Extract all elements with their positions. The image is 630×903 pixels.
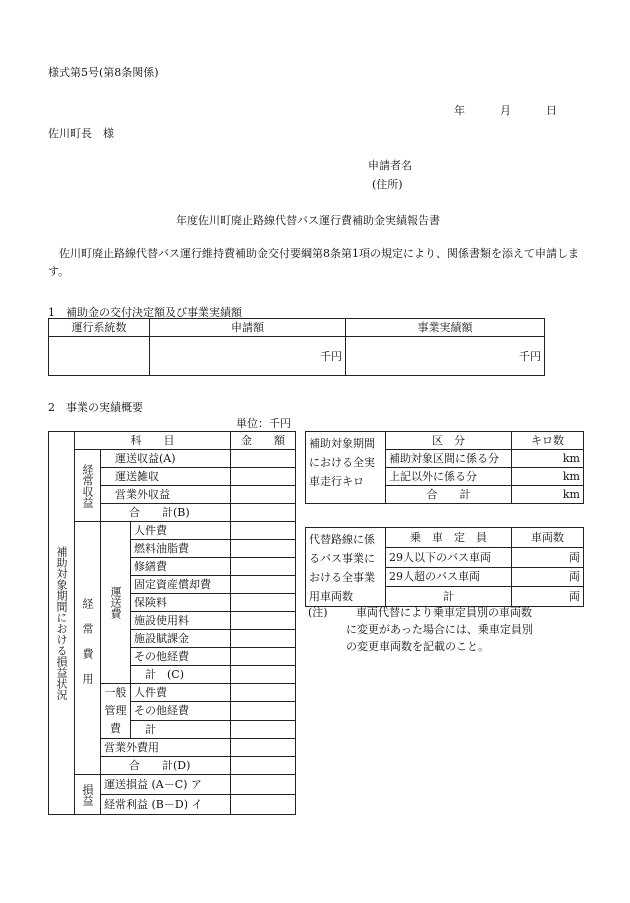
col-count: 車両数 — [512, 528, 584, 548]
distance-row: 補助対象区間に係る分 — [386, 450, 512, 468]
col-route-count: 運行系統数 — [49, 319, 150, 337]
transport-item: 施設賦課金 — [131, 630, 231, 648]
revenue-total: 合 計(B) — [101, 504, 231, 522]
amount-cell — [231, 504, 296, 522]
distance-label: 補助対象期間における全実車走行キロ — [306, 432, 386, 504]
amount-cell — [231, 540, 296, 558]
addressee: 佐川町長 様 — [48, 127, 114, 140]
date-line — [454, 102, 557, 118]
amount-cell — [231, 684, 296, 702]
profit-item: 経常利益 (B－D) イ — [101, 795, 231, 815]
body-paragraph: 佐川町廃止路線代替バス運行維持費補助金交付要綱第8条第1項の規定により、関係書類を添えて申請します。 — [48, 247, 579, 278]
km-unit: km — [512, 468, 584, 486]
general-item: その他経費 — [131, 702, 231, 720]
amount-cell — [231, 775, 296, 795]
transport-total: 計 (C) — [131, 666, 231, 684]
vehicle-unit: 両 — [512, 547, 584, 567]
profit-item: 運送損益 (A－C) ア — [101, 775, 231, 795]
transport-item: 施設使用料 — [131, 612, 231, 630]
amount-cell — [231, 702, 296, 720]
revenue-item: 運送雑収 — [101, 468, 231, 486]
general-admin-label: 一般管理費 — [101, 684, 131, 739]
section2-heading: 2 事業の実績概要 — [48, 401, 143, 414]
amount-cell — [231, 450, 296, 468]
date-day: 日 — [546, 104, 557, 117]
amount-cell — [231, 486, 296, 504]
col-amount: 金 額 — [231, 432, 296, 450]
km-unit: km — [512, 486, 584, 504]
amount-cell — [231, 630, 296, 648]
amount-cell — [231, 558, 296, 576]
vehicle-unit: 両 — [512, 567, 584, 587]
km-unit: km — [512, 450, 584, 468]
amount-cell — [231, 468, 296, 486]
pl-side-label: 補助対象期間における損益状況 — [49, 432, 75, 815]
vehicles-label: 代替路線に係るバス事業における全事業用車両数 — [306, 528, 386, 607]
amount-cell — [231, 666, 296, 684]
document-title: 年度佐川町廃止路線代替バス運行費補助金実績報告書 — [176, 214, 440, 227]
vehicle-row: 29人以下のバス車両 — [386, 547, 512, 567]
applicant-name-label: 申請者名 — [368, 159, 412, 172]
applicant-address-label: (住所) — [372, 178, 403, 191]
expense-total: 合 計(D) — [101, 757, 231, 775]
distance-total: 合 計 — [386, 486, 512, 504]
transport-label: 運送費 — [101, 522, 131, 684]
vehicles-table — [305, 527, 584, 607]
revenue-item: 運送収益(A) — [101, 450, 231, 468]
profit-label: 損益 — [75, 775, 101, 815]
route-count-value — [49, 337, 150, 376]
note-text: 車両代替により乗車定員別の車両数に変更があった場合には、乗車定員別の変更車両数を記載のこと。 — [346, 606, 533, 653]
transport-item: 保険料 — [131, 594, 231, 612]
vehicle-unit: 両 — [512, 587, 584, 607]
expense-label: 経常費用 — [75, 522, 101, 775]
amount-cell — [231, 648, 296, 666]
date-month: 月 — [500, 104, 511, 117]
vehicle-total: 計 — [386, 587, 512, 607]
col-type: 区 分 — [386, 432, 512, 450]
amount-cell — [231, 612, 296, 630]
nonoperating-expense: 営業外費用 — [101, 739, 231, 757]
transport-item: 人件費 — [131, 522, 231, 540]
grant-amount-table — [48, 318, 545, 376]
transport-item: 修繕費 — [131, 558, 231, 576]
revenue-item: 営業外収益 — [101, 486, 231, 504]
vehicle-row: 29人超のバス車両 — [386, 567, 512, 587]
note-mark: (注) — [308, 606, 328, 619]
col-capacity: 乗 車 定 員 — [386, 528, 512, 548]
date-year: 年 — [454, 104, 465, 117]
actual-amount-unit: 千円 — [346, 337, 545, 376]
general-item: 人件費 — [131, 684, 231, 702]
transport-item: その他経費 — [131, 648, 231, 666]
amount-cell — [231, 576, 296, 594]
form-number: 様式第5号(第8条関係) — [48, 66, 159, 79]
distance-table — [305, 431, 584, 504]
unit-label: 単位：千円 — [236, 417, 291, 430]
revenue-label: 経常収益 — [75, 450, 101, 522]
amount-cell — [231, 739, 296, 757]
distance-row: 上記以外に係る分 — [386, 468, 512, 486]
col-actual-amount: 事業実績額 — [346, 319, 545, 337]
applied-amount-unit: 千円 — [150, 337, 346, 376]
col-km: キロ数 — [512, 432, 584, 450]
col-applied-amount: 申請額 — [150, 319, 346, 337]
col-item: 科 目 — [75, 432, 231, 450]
amount-cell — [231, 522, 296, 540]
transport-item: 燃料油脂費 — [131, 540, 231, 558]
amount-cell — [231, 594, 296, 612]
amount-cell — [231, 795, 296, 815]
amount-cell — [231, 720, 296, 738]
amount-cell — [231, 757, 296, 775]
section1-heading: 1 補助金の交付決定額及び事業実績額 — [48, 306, 242, 319]
general-total: 計 — [131, 720, 231, 738]
transport-item: 固定資産償却費 — [131, 576, 231, 594]
profit-loss-table — [48, 431, 296, 815]
